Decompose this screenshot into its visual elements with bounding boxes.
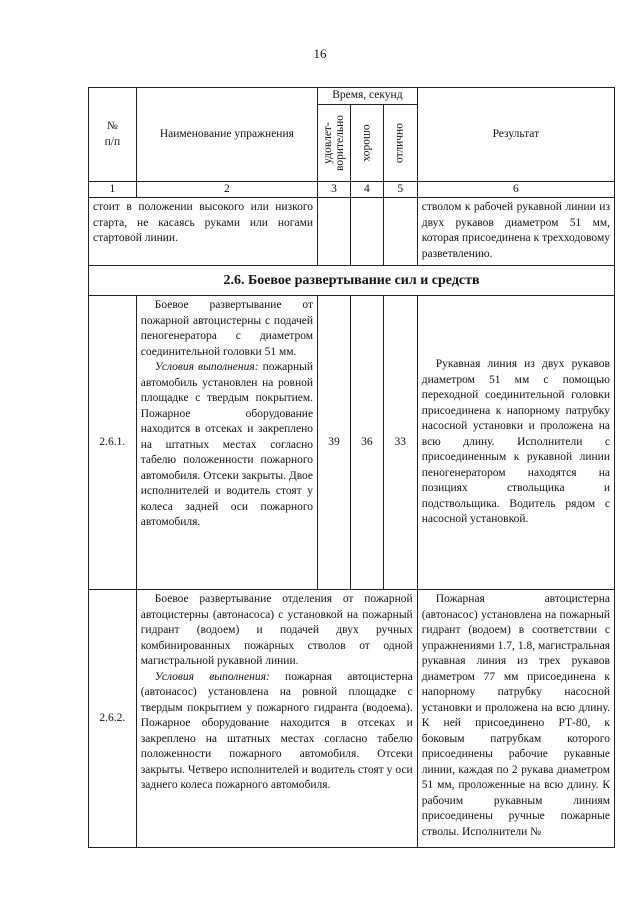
empty-cell bbox=[383, 198, 417, 266]
exercise-table bbox=[88, 87, 615, 848]
time-excellent: 33 bbox=[383, 296, 417, 590]
exercise-result bbox=[417, 590, 614, 848]
empty-cell bbox=[350, 198, 383, 266]
exercise-desc: Боевое развертывание от пожарной автоцистерны с подачей пеногенератора с диаметром соединительной головки 51 мм. bbox=[140, 299, 314, 358]
header-result: Результат bbox=[417, 88, 614, 182]
header-grade-excellent: отлично bbox=[383, 105, 417, 182]
index-cell: 3 bbox=[318, 182, 351, 198]
exercise-name bbox=[136, 590, 417, 848]
table-row bbox=[89, 590, 615, 848]
exercise-result-text: Пожарная автоцистерна (автонасос) установлена на пожарный гидрант (водоем) в соответствии с упражнениями 1.7, 1.8, магистральная рукавная линия из трех рукавов диаметром 77 мм присоединена к напорному патрубку насосной установки и проложена на всю длину. К ней присоединено РТ-80, к боковым патрубкам которого присоединены рабочие рукавные линии, каждая по 2 рукава диаметром 51 мм, проложенные на всю длину. К рабочим рукавным линиям присоединены ручные пожарные стволы. Исполнители № bbox=[421, 593, 610, 838]
table-row bbox=[89, 296, 615, 590]
conditions-text: пожарный автомобиль установлен на ровной площадке с твердым покрытием. Пожарное оборудование находится в отсеках и закреплено на штатных местах согласно табелю положенности пожарного автомобиля. Отсеки закрыты. Двое исполнителей и водитель стоят у колеса задней оси пожарного автомобиля. bbox=[140, 361, 314, 528]
header-num: № п/п bbox=[89, 88, 137, 182]
index-cell: 5 bbox=[383, 182, 417, 198]
exercise-name bbox=[136, 296, 317, 590]
header-row-1 bbox=[89, 88, 615, 105]
exercise-conditions bbox=[141, 360, 313, 531]
conditions-label: Условия выполнения: bbox=[154, 670, 270, 683]
time-good: 36 bbox=[350, 296, 383, 590]
section-row bbox=[89, 266, 615, 296]
row-number: 2.6.2. bbox=[89, 590, 137, 848]
conditions-label: Условия выполнения: bbox=[154, 361, 259, 373]
time-satisfactory: 39 bbox=[318, 296, 351, 590]
section-title: 2.6. Боевое развертывание сил и средств bbox=[89, 266, 615, 296]
page-number: 16 bbox=[313, 46, 327, 61]
continued-name: стоит в положении высокого или низкого старта, не касаясь руками или ногами стартовой линии. bbox=[89, 198, 318, 266]
header-grade-good: хорошо bbox=[350, 105, 383, 182]
empty-cell bbox=[318, 198, 351, 266]
index-cell: 2 bbox=[136, 182, 317, 198]
exercise-desc: Боевое развертывание отделения от пожарной автоцистерны (автонасоса) с установкой на пожарный гидрант (водоем) и подачей двух ручных комбинированных пожарных стволов от одной магистральной рукавной линии. bbox=[140, 593, 413, 667]
header-grade-satisfactory: удовлет- ворительно bbox=[318, 105, 351, 182]
conditions-text: пожарная автоцистерна (автонасос) установлена на ровной площадке с твердым покрытием у пожарного гидранта (водоема). Пожарное оборудование находится в отсеках и закреплено на штатных местах согласно табелю положенности пожарного автомобиля. Отсеки закрыты. Четверо исполнителей и водитель стоят у оси заднего колеса пожарного автомобиля. bbox=[140, 670, 413, 791]
index-cell: 4 bbox=[350, 182, 383, 198]
header-name: Наименование упражнения bbox=[136, 88, 317, 182]
row-number: 2.6.1. bbox=[89, 296, 137, 590]
exercise-result-text: Рукавная линия из двух рукавов диаметром 51 мм с помощью переходной соединительной головки присоединена к напорному патрубку насосной установки и проложена на всю длину. Исполнители с присоединенным к рукавной линии пеногенератором находятся на позициях ствольщика и подствольщика. Водитель рядом с насосной установкой. bbox=[421, 358, 610, 526]
index-row bbox=[89, 182, 615, 198]
index-cell: 6 bbox=[417, 182, 614, 198]
header-time: Время, секунд bbox=[318, 88, 418, 105]
exercise-conditions bbox=[141, 670, 413, 794]
continued-result: стволом к рабочей рукавной линии из двух рукавов диаметром 51 мм, которая присоединена к трехходовому разветвлению. bbox=[417, 198, 614, 266]
index-cell: 1 bbox=[89, 182, 137, 198]
continued-row bbox=[89, 198, 615, 266]
exercise-result bbox=[417, 296, 614, 590]
